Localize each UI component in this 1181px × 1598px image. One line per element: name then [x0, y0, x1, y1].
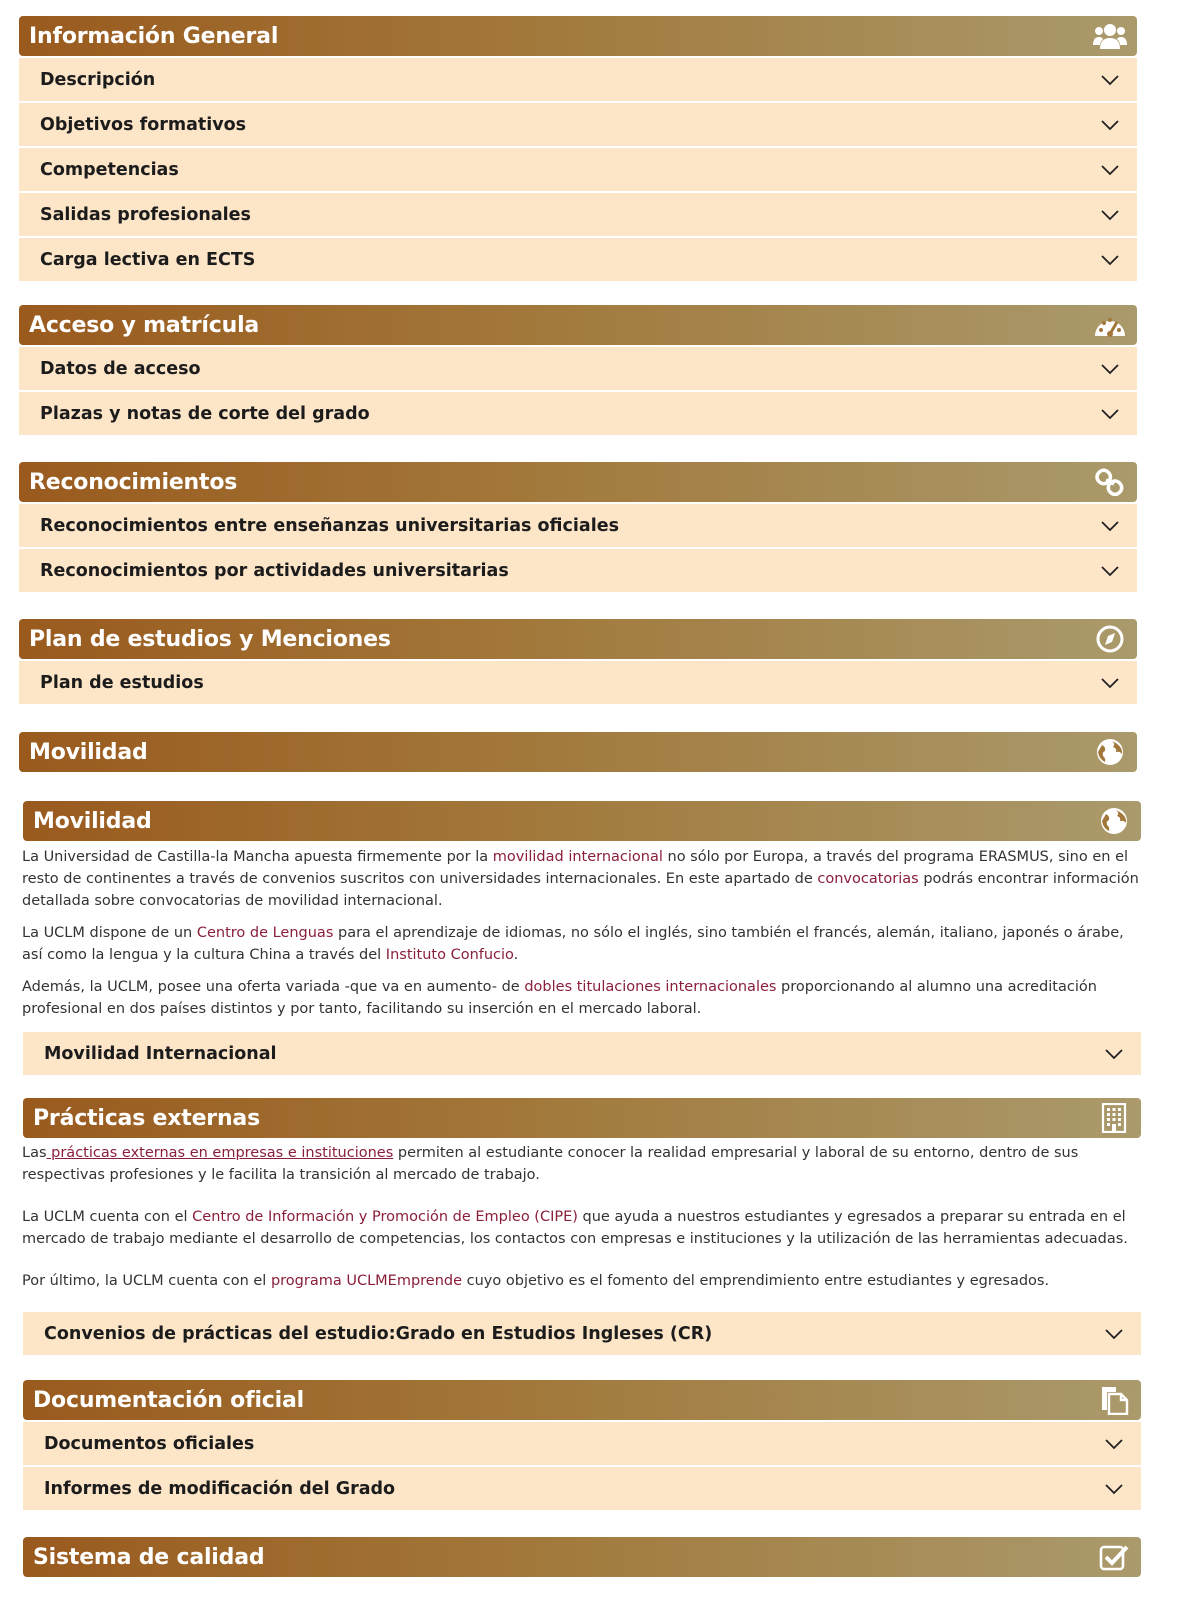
- accordion-item-label: Movilidad Internacional: [44, 1043, 277, 1064]
- accordion-item-plazas[interactable]: [19, 392, 1137, 435]
- globe-icon: [1093, 737, 1127, 767]
- section-title: Sistema de calidad: [33, 1544, 265, 1570]
- accordion-item-label: Reconocimientos entre enseñanzas universitarias oficiales: [40, 515, 619, 536]
- section-header: [23, 1380, 1141, 1420]
- accordion-item-label: Reconocimientos por actividades universitarias: [40, 560, 509, 581]
- movilidad-paragraph-1: La Universidad de Castilla-la Mancha apuesta firmemente por la movilidad internacional no sólo por Europa, a través del programa ERASMUS, sino en el resto de continentes a través de convenios suscritos con universidades internacionales. En este apartado de convocatorias podrás encontrar información detallada sobre convocatorias de movilidad internacional.: [22, 849, 1139, 909]
- accordion-item-label: Objetivos formativos: [40, 114, 247, 135]
- chevron-down-icon: [1101, 119, 1119, 131]
- section-title: Documentación oficial: [33, 1387, 304, 1413]
- accordion-item-label: Plan de estudios: [40, 672, 204, 693]
- accordion-item-label: Plazas y notas de corte del grado: [40, 403, 370, 424]
- checkbox-icon: [1097, 1542, 1131, 1572]
- accordion-item-reconocimientos-ensenanzas[interactable]: [19, 504, 1137, 547]
- chevron-down-icon: [1105, 1048, 1123, 1060]
- accordion-item-label: Datos de acceso: [40, 358, 201, 379]
- accordion-item-label: Competencias: [40, 159, 179, 180]
- section-movilidad-outer: [19, 732, 1137, 772]
- practicas-paragraph-3: Por último, la UCLM cuenta con el programa UCLMEmprende cuyo objetivo es el fomento del emprendimiento entre estudiantes y egresados.: [22, 1273, 1050, 1289]
- dashboard-icon: [1093, 310, 1127, 340]
- accordion-item-descripcion[interactable]: [19, 58, 1137, 101]
- accordion-item-salidas[interactable]: [19, 193, 1137, 236]
- section-acceso-matricula: [19, 305, 1137, 435]
- section-documentacion-oficial: [23, 1380, 1141, 1510]
- chevron-down-icon: [1101, 565, 1119, 577]
- link-uclmemprende[interactable]: programa UCLMEmprende: [270, 1273, 463, 1289]
- accordion-item-objetivos[interactable]: [19, 103, 1137, 146]
- accordion-item-convenios-practicas[interactable]: [23, 1312, 1141, 1355]
- chevron-down-icon: [1105, 1328, 1123, 1340]
- section-header: [19, 305, 1137, 345]
- accordion-item-plan-estudios[interactable]: [19, 661, 1137, 704]
- section-title: Plan de estudios y Menciones: [29, 626, 391, 652]
- chevron-down-icon: [1101, 164, 1119, 176]
- accordion-item-movilidad-internacional[interactable]: [23, 1032, 1141, 1075]
- chevron-down-icon: [1101, 74, 1119, 86]
- section-title: Movilidad: [29, 739, 148, 765]
- accordion-item-label: Salidas profesionales: [40, 204, 251, 225]
- chevron-down-icon: [1105, 1483, 1123, 1495]
- section-header: [19, 462, 1137, 502]
- link-centro-lenguas[interactable]: Centro de Lenguas: [196, 925, 334, 941]
- accordion-item-carga-lectiva[interactable]: [19, 238, 1137, 281]
- movilidad-paragraph-2: La UCLM dispone de un Centro de Lenguas para el aprendizaje de idiomas, no sólo el inglés, sino también el francés, alemán, italiano, japonés o árabe, así como la lengua y la cultura China a través del Instituto Confucio.: [22, 925, 1124, 963]
- chevron-down-icon: [1101, 209, 1119, 221]
- users-icon: [1093, 21, 1127, 51]
- section-movilidad: [23, 801, 1141, 1075]
- section-reconocimientos: [19, 462, 1137, 592]
- compass-icon: [1093, 624, 1127, 654]
- chevron-down-icon: [1101, 408, 1119, 420]
- building-icon: [1097, 1103, 1131, 1133]
- link-cipe[interactable]: Centro de Información y Promoción de Empleo (CIPE): [192, 1209, 578, 1225]
- section-sistema-calidad: [23, 1537, 1141, 1577]
- section-title: Movilidad: [33, 808, 152, 834]
- accordion-item-label: Descripción: [40, 69, 156, 90]
- link-movilidad-internacional[interactable]: movilidad internacional: [492, 849, 663, 865]
- documents-icon: [1097, 1385, 1131, 1415]
- accordion-item-label: Documentos oficiales: [44, 1433, 255, 1454]
- section-title: Información General: [29, 23, 279, 49]
- chevron-down-icon: [1101, 254, 1119, 266]
- chevron-down-icon: [1105, 1438, 1123, 1450]
- section-title: Reconocimientos: [29, 469, 238, 495]
- accordion-item-informes-modificacion[interactable]: [23, 1467, 1141, 1510]
- link-dobles-titulaciones[interactable]: dobles titulaciones internacionales: [524, 979, 777, 995]
- link-icon: [1093, 467, 1127, 497]
- chevron-down-icon: [1101, 677, 1119, 689]
- accordion-item-documentos-oficiales[interactable]: [23, 1422, 1141, 1465]
- practicas-paragraph-2: La UCLM cuenta con el Centro de Información y Promoción de Empleo (CIPE) que ayuda a nuestros estudiantes y egresados a preparar su entrada en el mercado de trabajo mediante el desarrollo de competencias, los contactos con empresas e instituciones y la utilización de las herramientas adecuadas.: [22, 1209, 1128, 1247]
- movilidad-paragraph-3: Además, la UCLM, posee una oferta variada -que va en aumento- de dobles titulaciones internacionales proporcionando al alumno una acreditación profesional en dos países distintos y por tanto, facilitando su inserción en el mercado laboral.: [22, 979, 1097, 1017]
- chevron-down-icon: [1101, 363, 1119, 375]
- section-plan-estudios: [19, 619, 1137, 704]
- chevron-down-icon: [1101, 520, 1119, 532]
- accordion-item-label: Carga lectiva en ECTS: [40, 249, 256, 270]
- section-informacion-general: [19, 16, 1137, 281]
- globe-icon: [1097, 806, 1131, 836]
- link-convocatorias[interactable]: convocatorias: [817, 871, 919, 887]
- link-instituto-confucio[interactable]: Instituto Confucio: [385, 947, 514, 963]
- section-header[interactable]: [19, 732, 1137, 772]
- section-header: [19, 619, 1137, 659]
- link-practicas-externas[interactable]: prácticas externas en empresas e instituciones: [46, 1145, 394, 1161]
- section-header[interactable]: [23, 1537, 1141, 1577]
- accordion-item-reconocimientos-actividades[interactable]: [19, 549, 1137, 592]
- accordion-item-label: Convenios de prácticas del estudio:Grado en Estudios Ingleses (CR): [44, 1323, 713, 1344]
- section-practicas-externas: [23, 1098, 1141, 1355]
- accordion-item-competencias[interactable]: [19, 148, 1137, 191]
- practicas-paragraph-1: Las prácticas externas en empresas e instituciones permiten al estudiante conocer la realidad empresarial y laboral de su entorno, dentro de sus respectivas profesiones y le facilita la transición al mercado de trabajo.: [22, 1145, 1079, 1183]
- section-header: [23, 1098, 1141, 1138]
- section-title: Acceso y matrícula: [29, 312, 260, 338]
- section-header: [19, 16, 1137, 56]
- section-title: Prácticas externas: [33, 1105, 260, 1131]
- section-header: [23, 801, 1141, 841]
- accordion-item-datos-acceso[interactable]: [19, 347, 1137, 390]
- accordion-item-label: Informes de modificación del Grado: [44, 1478, 396, 1499]
